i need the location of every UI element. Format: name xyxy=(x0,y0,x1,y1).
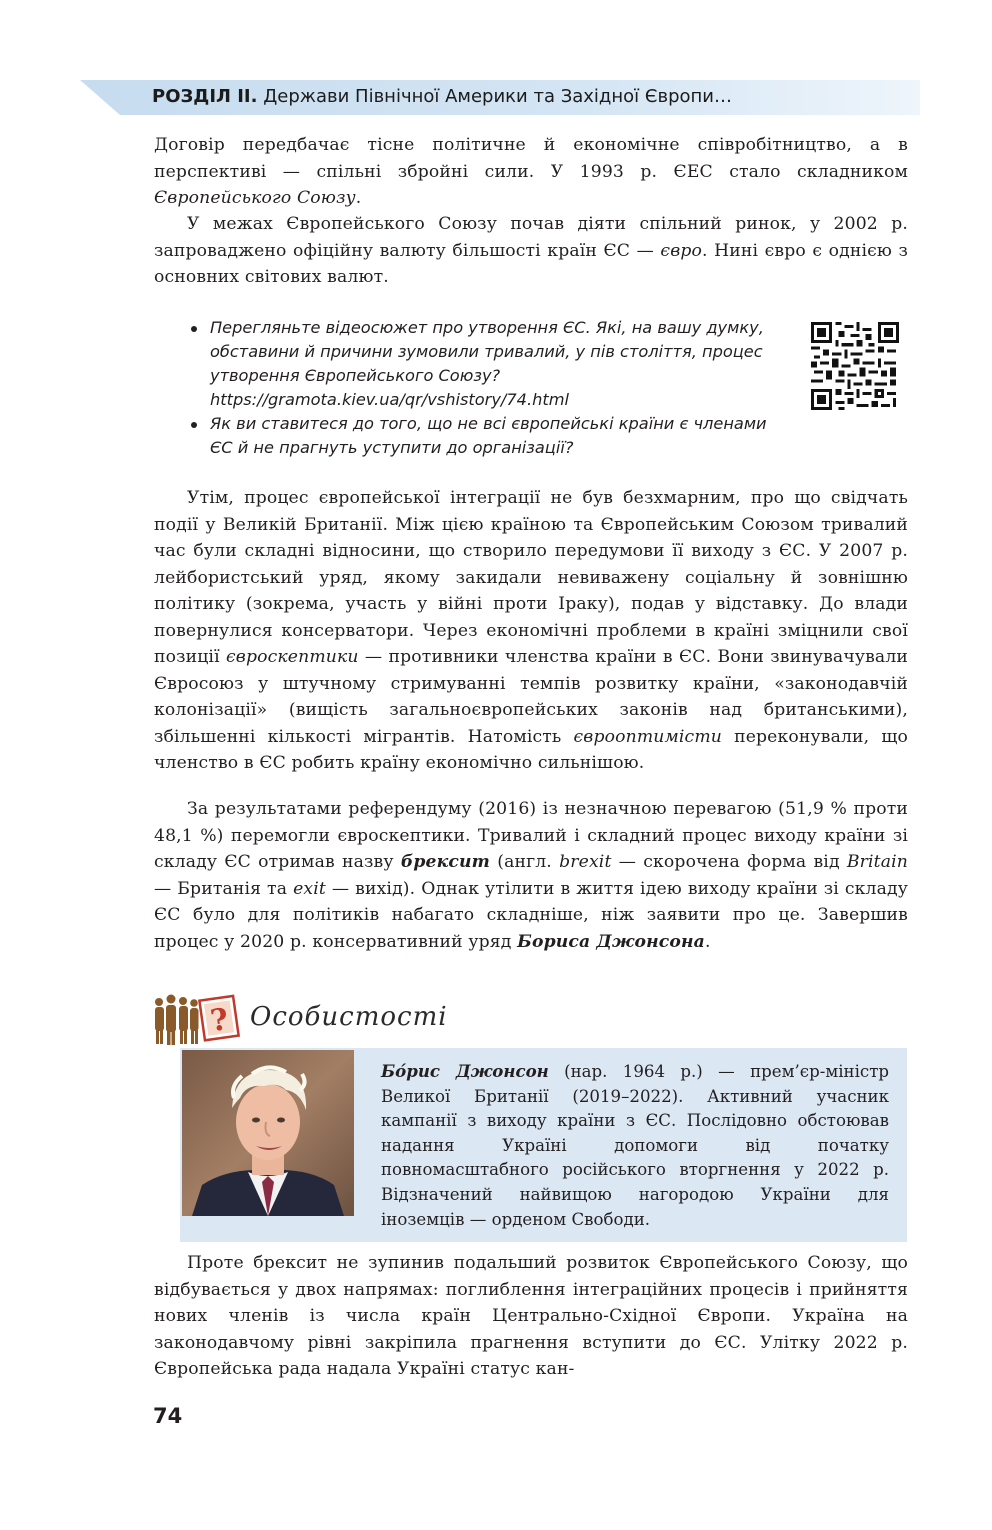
term-eu: Європейського Союзу xyxy=(154,188,356,208)
term-exit: exit xyxy=(293,878,326,899)
persons-section-icon xyxy=(152,990,242,1046)
page-number: 74 xyxy=(153,1404,183,1428)
paragraph-text: . xyxy=(704,931,711,952)
term-euro: євро xyxy=(660,240,703,261)
biography-body: (нар. 1964 р.) — прем’єр-міністр Великої Британії (2019–2022). Активний учасник кампанії з виходу країни з ЄС. Послідовно обстоював надання Україні допомоги від початку повномасштабного російського вторгнення у 2022 р. Відзначений найвищою нагородою України для іноземців — орденом Свободи. xyxy=(381,1062,889,1229)
paragraph-text: — противники членства країни в ЄС. Вони звинувачували Євросоюз у штучному стримуванні темпів розвитку країни, «законодавчій колонізації» (вищість загальноєвропейських законів над британськими), збільшенні кількості мігрантів. Натомість xyxy=(154,647,908,747)
qr-code-icon[interactable] xyxy=(810,322,900,410)
term-brexit: брексит xyxy=(400,852,491,872)
person-name-johnson: Бориса Джонсона xyxy=(517,931,705,952)
biography-person-name: Бо́рис Джонсон xyxy=(381,1061,549,1081)
paragraph-text: Договір передбачає тісне політичне й економічне співробітництво, а в перспективі — спільні збройні сили. У 1993 р. ЄЕС стало складником xyxy=(154,135,908,182)
paragraph-euro xyxy=(154,211,908,291)
section-header xyxy=(152,86,732,110)
section-title: Держави Північної Америки та Західної Європи… xyxy=(263,86,732,107)
paragraph-text: Утім, процес європейської інтеграції не був безхмарним, про що свідчать події у Великій Британії. Між цією країною та Європейським Союзом тривалий час були складні відносини, що створило передумови її виходу з ЄС. У 2007 р. лейбористський уряд, якому закидали невиважену соціальну й зовнішню політику (зокрема, участь у війні проти Іраку), подав у відставку. До влади повернулися консерватори. Через економічні проблеми в країні зміцнили свої позиції xyxy=(154,488,908,667)
task-list xyxy=(190,316,780,460)
paragraph-text: — Британія та xyxy=(154,878,294,899)
paragraph-treaty xyxy=(154,132,908,212)
boris-johnson-photo xyxy=(182,1050,354,1216)
paragraph-text: (англ. xyxy=(490,852,560,872)
svg-text:?: ? xyxy=(208,1002,231,1040)
term-britain: Britain xyxy=(846,852,909,872)
paragraph-text: У межах Європейського Союзу почав діяти спільний ринок, у 2002 р. запроваджено офіційну валюту більшості країн ЄС — xyxy=(154,214,908,261)
paragraph-text: — скорочена форма від xyxy=(611,852,847,872)
task-item: Перегляньте відеосюжет про утворення ЄС. Які, на вашу думку, обставини й причини зумовили тривалий, у пів століття, процес утворення Європейського Союзу? https://gramota.kiev.ua/qr/vshistory/74.html xyxy=(190,316,780,412)
section-label: РОЗДІЛ II. xyxy=(152,86,258,107)
paragraph-text: За результатами референдуму (2016) із незначною перевагою (51,9 % проти 48,1 %) перемогли євроскептики. Тривалий і складний процес виходу країни зі складу ЄС отримав назву xyxy=(154,799,908,872)
paragraph-text: — вихід). Однак утілити в життя ідею виходу країни зі складу ЄС було для політиків набагато складніше, ніж заявити про це. Завершив процес у 2020 р. консервативний уряд xyxy=(154,878,909,952)
paragraph-text: . Нині євро є однією з основних світових валют. xyxy=(154,240,908,287)
term-brexit-en: brexit xyxy=(559,852,612,872)
paragraph-referendum xyxy=(154,796,908,955)
paragraph-eu-development: Проте брексит не зупинив подальший розвиток Європейського Союзу, що відбувається у двох напрямах: поглиблення інтеграційних процесів і прийняття нових членів із числа країн Центрально-Східної Європи. Україна на законодавчому рівні закріпила прагнення вступити до ЄС. Улітку 2022 р. Європейська рада надала Україні статус кан- xyxy=(154,1253,908,1379)
term-eurosceptics: євроскептики xyxy=(226,647,359,667)
task-item: Як ви ставитеся до того, що не всі європейські країни є членами ЄС й не прагнуть уступити до організації? xyxy=(190,412,780,460)
paragraph-brexit-background xyxy=(154,485,908,777)
paragraph-text: . xyxy=(355,188,362,208)
term-euro-optimists: єврооптимісти xyxy=(573,726,722,747)
persons-section-title: Особистості xyxy=(250,1002,448,1032)
biography-text xyxy=(381,1059,889,1232)
paragraph-text: переконували, що членство в ЄС робить країну економічно сильнішою. xyxy=(154,726,908,773)
